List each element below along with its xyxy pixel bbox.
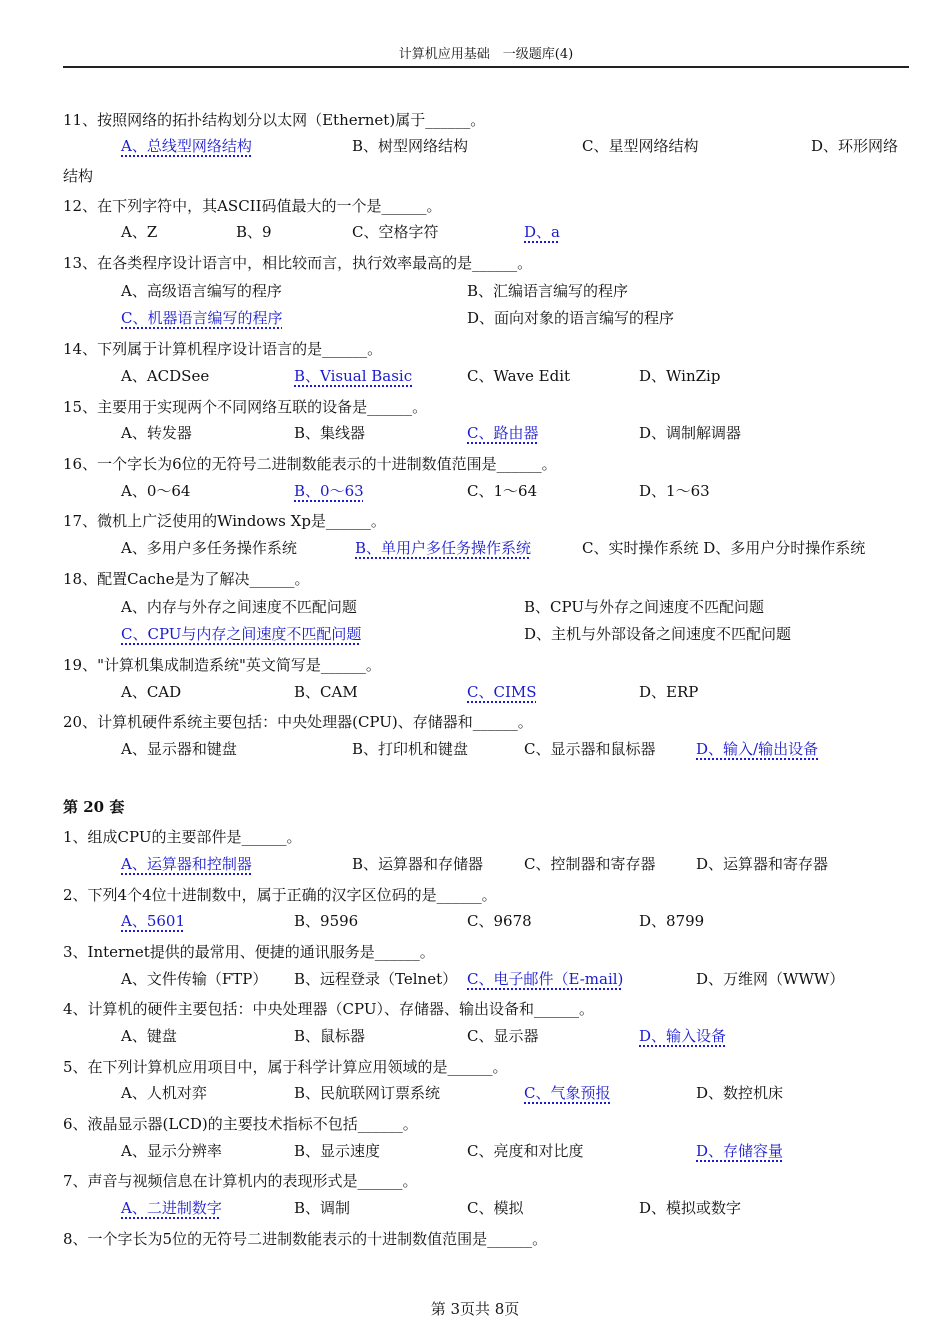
question-17-stem: 17、微机上广泛使用的Windows Xp是______。 [63,512,386,530]
question-11-option-d-wrap: 结构 [63,167,94,185]
set20-question-1-option-b: B、运算器和存储器 [352,855,484,873]
question-14-option-a: A、ACDSee [121,367,210,385]
set20-question-5-option-a: A、人机对弈 [121,1084,207,1102]
set20-question-4-option-b: B、鼠标器 [294,1027,366,1045]
header-title: 计算机应用基础 一级题库(4) [398,47,574,62]
question-18-option-c-answer: C、CPU与内存之间速度不匹配问题 [121,625,362,643]
set20-question-2-option-c: C、9678 [467,912,532,930]
question-11-option-d: D、环形网络 [811,137,899,155]
set20-question-3-option-d: D、万维网（WWW） [696,970,845,988]
question-19-option-d: D、ERP [639,683,699,701]
set20-question-4-stem: 4、计算机的硬件主要包括：中央处理器（CPU）、存储器、输出设备和______。 [63,1000,594,1018]
set20-question-7-option-c: C、模拟 [467,1199,524,1217]
question-15-option-b: B、集线器 [294,424,366,442]
question-15-option-c-answer: C、路由器 [467,424,539,442]
set20-question-7-option-b: B、调制 [294,1199,351,1217]
question-15-option-d: D、调制解调器 [639,424,742,442]
set20-question-6-option-d-answer: D、存储容量 [696,1142,784,1160]
set20-question-5-stem: 5、在下列计算机应用项目中，属于科学计算应用领域的是______。 [63,1058,508,1076]
question-11-stem: 11、按照网络的拓扑结构划分以太网（Ethernet)属于______。 [63,111,486,129]
question-20-option-c: C、显示器和鼠标器 [524,740,656,758]
set20-question-7-option-a-answer: A、二进制数字 [121,1199,222,1217]
question-14-option-d: D、WinZip [639,367,721,385]
set20-question-1-option-c: C、控制器和寄存器 [524,855,656,873]
set20-question-2-stem: 2、下列4个4位十进制数中，属于正确的汉字区位码的是______。 [63,886,497,904]
set20-question-1-option-d: D、运算器和寄存器 [696,855,829,873]
set20-question-4-option-a: A、键盘 [121,1027,177,1045]
question-16-stem: 16、一个字长为6位的无符号二进制数能表示的十进制数值范围是______。 [63,455,557,473]
question-12-option-b: B、9 [236,223,272,241]
question-16-option-c: C、1～64 [467,482,538,500]
question-12-option-d-answer: D、a [524,223,560,241]
set20-question-2-option-b: B、9596 [294,912,359,930]
question-13-option-b: B、汇编语言编写的程序 [467,282,629,300]
question-11-option-c: C、星型网络结构 [582,137,699,155]
set20-question-6-option-a: A、显示分辨率 [121,1142,222,1160]
question-19-option-c-answer: C、CIMS [467,683,537,701]
page-footer [0,1299,950,1319]
question-14-stem: 14、下列属于计算机程序设计语言的是______。 [63,340,383,358]
question-17-option-a: A、多用户多任务操作系统 [121,539,297,557]
question-20-option-b: B、打印机和键盘 [352,740,469,758]
question-13-option-a: A、高级语言编写的程序 [121,282,282,300]
question-17-option-c-d: C、实时操作系统 D、多用户分时操作系统 [582,539,866,557]
set20-question-1-stem: 1、组成CPU的主要部件是______。 [63,828,302,846]
set20-question-7-stem: 7、声音与视频信息在计算机内的表现形式是______。 [63,1172,418,1190]
set20-question-6-option-b: B、显示速度 [294,1142,381,1160]
question-16-option-b-answer: B、0～63 [294,482,364,500]
question-12-option-a: A、Z [121,223,158,241]
question-20-option-d-answer: D、输入/输出设备 [696,740,819,758]
question-12-option-c: C、空格字符 [352,223,439,241]
question-18-option-b: B、CPU与外存之间速度不匹配问题 [524,598,764,616]
set-title: 第 20 套 [63,798,125,816]
set20-question-3-option-b: B、远程登录（Telnet） [294,970,458,988]
set20-question-5-option-c-answer: C、气象预报 [524,1084,611,1102]
set20-question-2-option-a-answer: A、5601 [121,912,186,930]
set20-question-1-option-a-answer: A、运算器和控制器 [121,855,252,873]
set20-question-6-option-c: C、亮度和对比度 [467,1142,584,1160]
question-13-option-d: D、面向对象的语言编写的程序 [467,309,675,327]
question-18-option-d: D、主机与外部设备之间速度不匹配问题 [524,625,792,643]
question-16-option-a: A、0～64 [121,482,191,500]
page-number: 第 3页共 8页 [430,1300,520,1318]
question-15-stem: 15、主要用于实现两个不同网络互联的设备是______。 [63,398,428,416]
set20-question-4-option-d-answer: D、输入设备 [639,1027,727,1045]
set20-question-8-stem: 8、一个字长为5位的无符号二进制数能表示的十进制数值范围是______。 [63,1230,548,1248]
set20-question-6-stem: 6、液晶显示器(LCD)的主要技术指标不包括______。 [63,1115,418,1133]
set20-question-4-option-c: C、显示器 [467,1027,539,1045]
set20-question-5-option-b: B、民航联网订票系统 [294,1084,441,1102]
set20-question-3-option-a: A、文件传输（FTP） [121,970,268,988]
question-18-option-a: A、内存与外存之间速度不匹配问题 [121,598,357,616]
set20-question-3-stem: 3、Internet提供的最常用、便捷的通讯服务是______。 [63,943,435,961]
set20-question-5-option-d: D、数控机床 [696,1084,784,1102]
question-13-option-c-answer: C、机器语言编写的程序 [121,309,283,327]
set20-question-3-option-c-answer: C、电子邮件（E-mail) [467,970,624,988]
question-19-stem: 19、"计算机集成制造系统"英文简写是______。 [63,656,381,674]
question-19-option-a: A、CAD [121,683,182,701]
question-12-stem: 12、在下列字符中，其ASCII码值最大的一个是______。 [63,197,442,215]
question-18-stem: 18、配置Cache是为了解决______。 [63,570,310,588]
question-20-stem: 20、计算机硬件系统主要包括：中央处理器(CPU)、存储器和______。 [63,713,533,731]
question-13-stem: 13、在各类程序设计语言中，相比较而言，执行效率最高的是______。 [63,254,533,272]
set20-question-7-option-d: D、模拟或数字 [639,1199,742,1217]
question-20-option-a: A、显示器和键盘 [121,740,237,758]
question-14-option-c: C、Wave Edit [467,367,571,385]
question-17-option-b-answer: B、单用户多任务操作系统 [355,539,532,557]
question-11-option-a-answer: A、总线型网络结构 [121,137,252,155]
set20-question-2-option-d: D、8799 [639,912,705,930]
question-14-option-b-answer: B、Visual Basic [294,367,413,385]
question-11-option-b: B、树型网络结构 [352,137,469,155]
question-19-option-b: B、CAM [294,683,358,701]
question-15-option-a: A、转发器 [121,424,192,442]
question-16-option-d: D、1～63 [639,482,710,500]
page-header [63,46,909,68]
